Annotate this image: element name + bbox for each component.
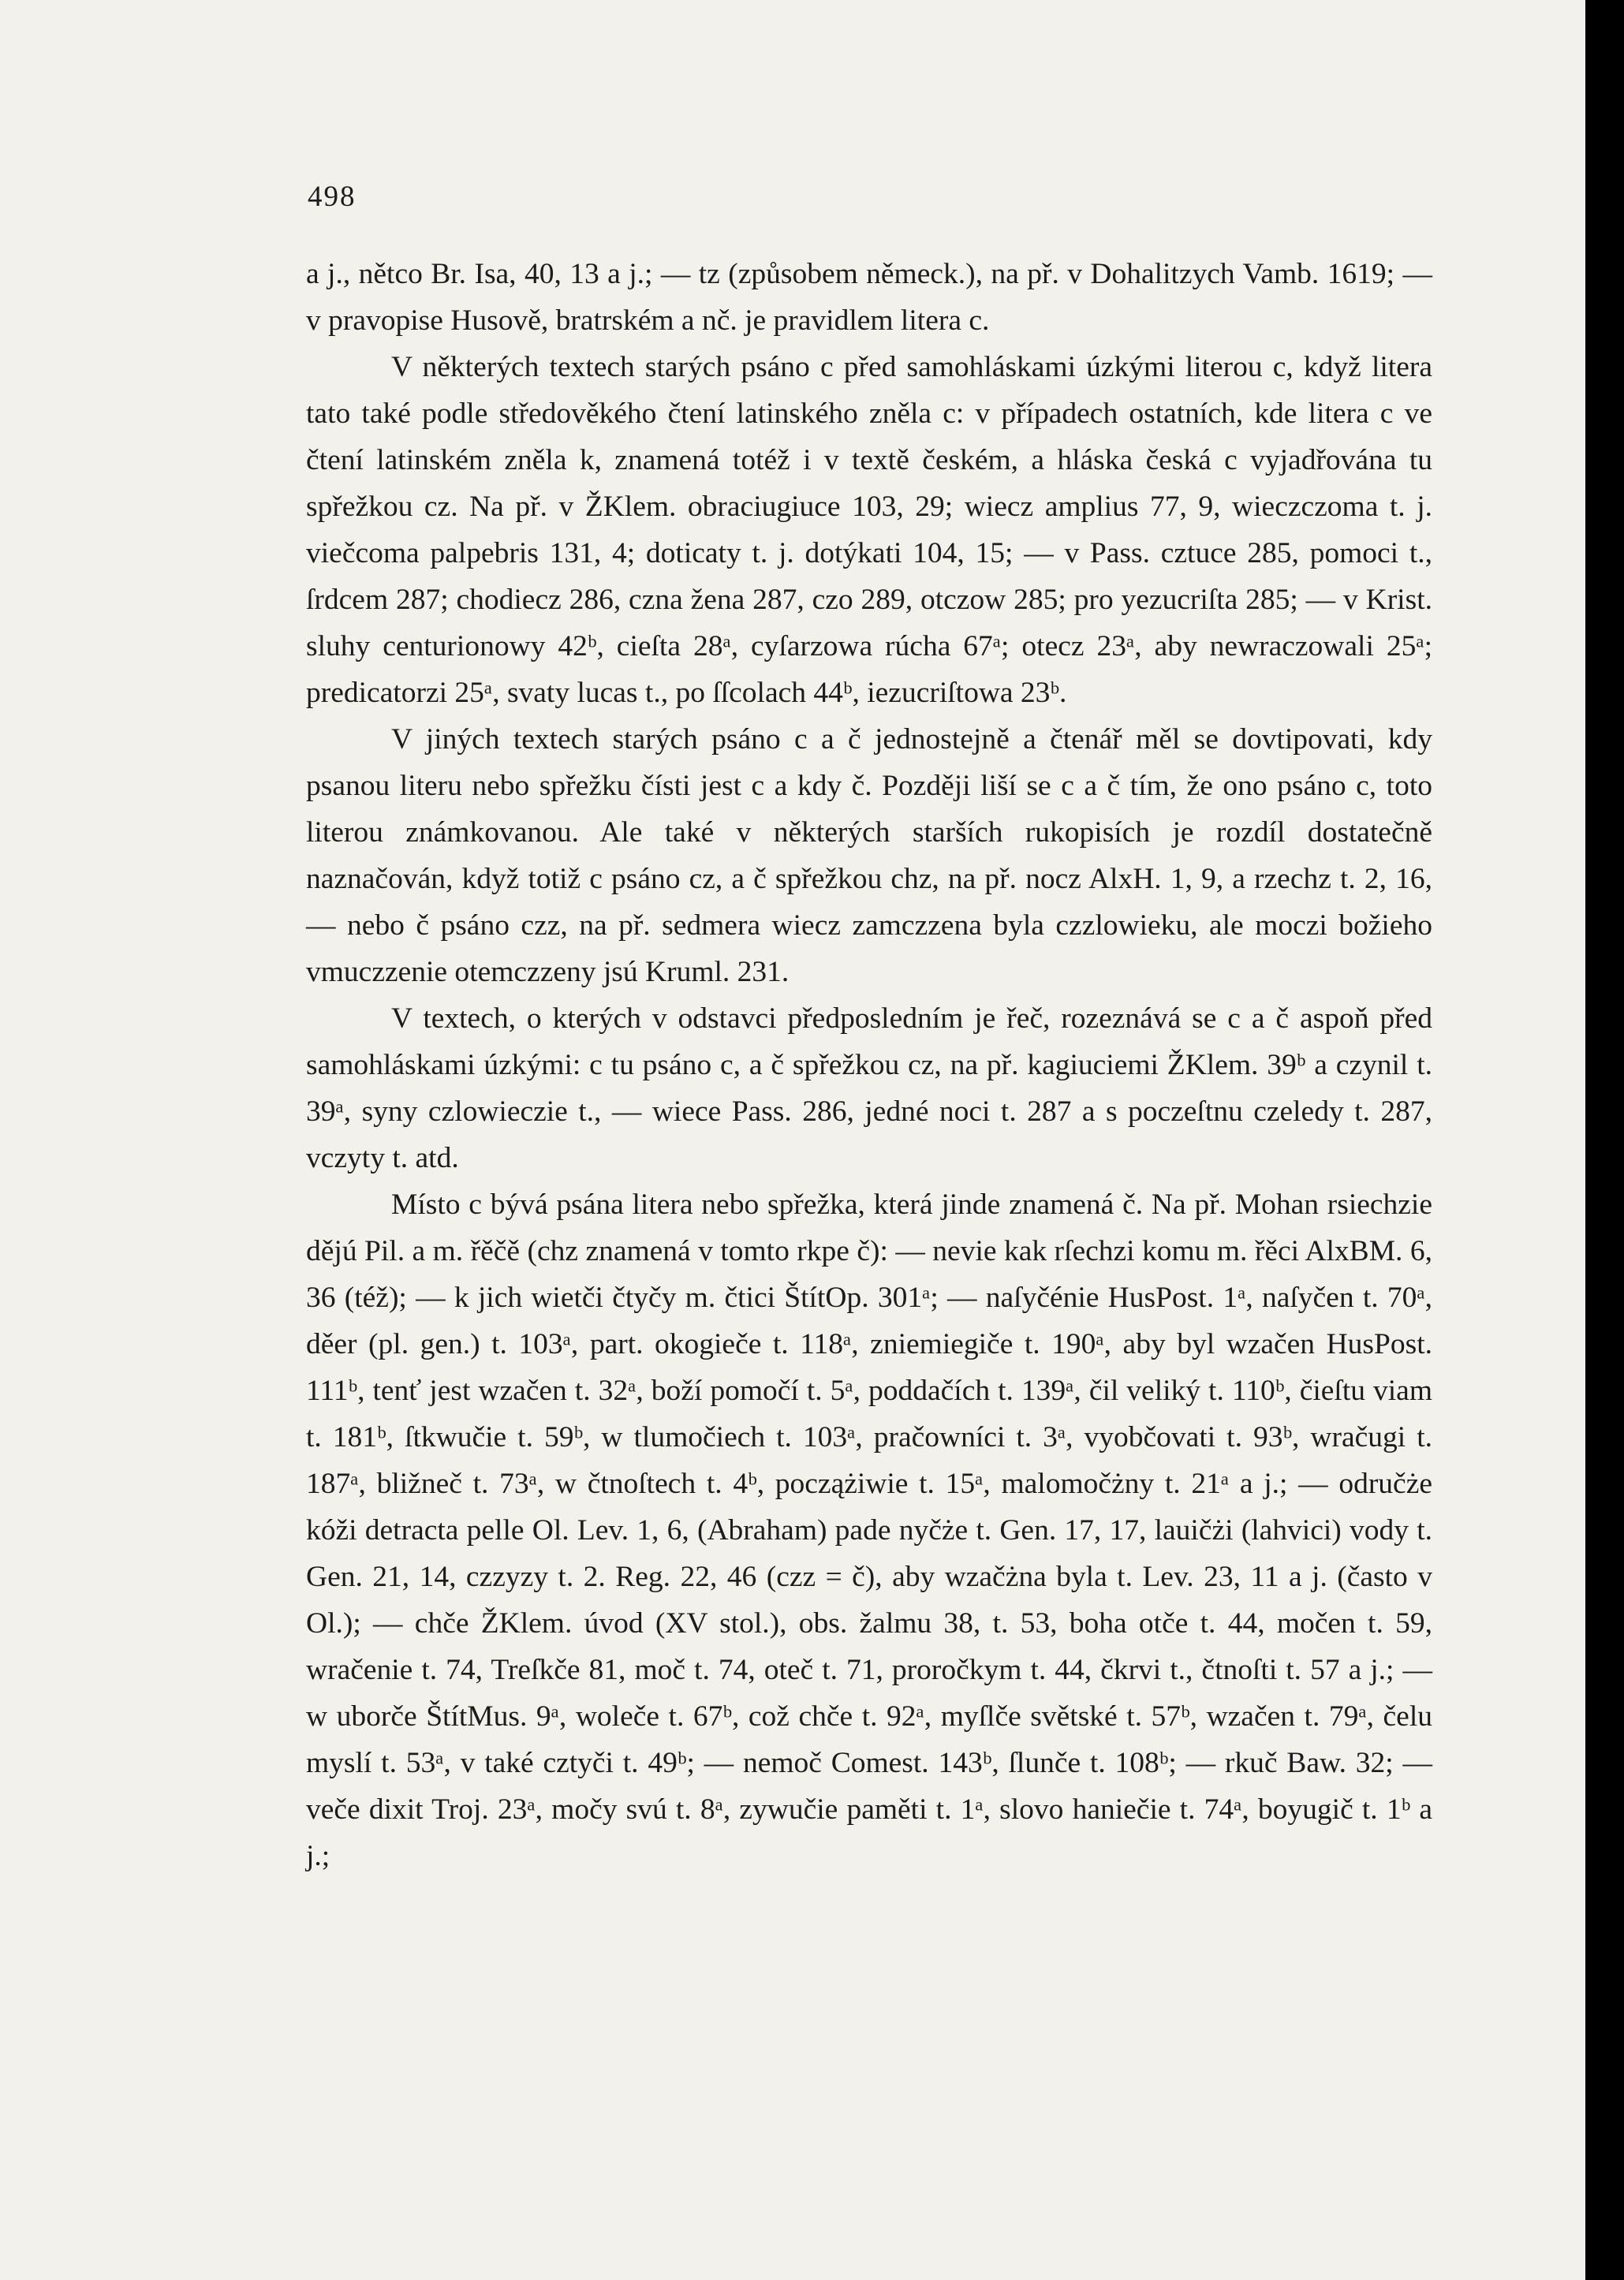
paragraph: Místo c bývá psána litera nebo spřežka, která jinde znamená č. Na př. Mohan rsiechzie dějú Pil. a m. řěčě (chz znamená v tomto rkpe č): — nevie kak rſechzi komu m. řěci AlxBM. 6, 36 (též); — k jich wietči čtyčy m. čtici ŠtítOp. 301ᵃ; — naſyčénie HusPost. 1ᵃ, naſyčen t. 70ᵃ, děer (pl. gen.) t. 103ᵃ, part. okogieče t. 118ᵃ, zniemiegiče t. 190ᵃ, aby byl wzačen HusPost. 111ᵇ, tenť jest wzačen t. 32ᵃ, boží pomočí t. 5ᵃ, poddačích t. 139ᵃ, čil veliký t. 110ᵇ, čieſtu viam t. 181ᵇ, ſtkwučie t. 59ᵇ, w tlumočiech t. 103ᵃ, pračowníci t. 3ᵃ, vyobčovati t. 93ᵇ, wračugi t. 187ᵃ, bližneč t. 73ᵃ, w čtnoſtech t. 4ᵇ, począżiwie t. 15ᵃ, malomočżny t. 21ᵃ a j.; — odručże kóži detracta pelle Ol. Lev. 1, 6, (Abraham) pade nyčże t. Gen. 17, 17, lauičżi (lahvici) vody t. Gen. 21, 14, czzyzy t. 2. Reg. 22, 46 (czz = č), aby wzačżna byla t. Lev. 23, 11 a j. (často v Ol.); — chče ŽKlem. úvod (XV stol.), obs. žalmu 38, t. 53, boha otče t. 44, močen t. 59, wračenie t. 74, Treſkče 81, moč t. 74, oteč t. 71, proročkym t. 44, čkrvi t., čtnoſti t. 57 a j.; — w uborče ŠtítMus. 9ᵃ, woleče t. 67ᵇ, což chče t. 92ᵃ, myſlče světské t. 57ᵇ, wzačen t. 79ᵃ, čelu myslí t. 53ᵃ, v také cztyči t. 49ᵇ; — nemoč Comest. 143ᵇ, ſlunče t. 108ᵇ; — rkuč Baw. 32; — veče dixit Troj. 23ᵃ, močy svú t. 8ᵃ, zywučie paměti t. 1ᵃ, slovo haniečie t. 74ᵃ, boyugič t. 1ᵇ a j.;: [306, 1189, 1432, 1872]
paragraph: a j., nětco Br. Isa, 40, 13 a j.; — tz (způsobem německ.), na př. v Dohalitzych Vamb. 1619; — v pravopise Husově, bratrském a nč. je pravidlem litera c.: [306, 258, 1432, 337]
paragraph: V textech, o kterých v odstavci předposledním je řeč, rozeznává se c a č aspoň před samohláskami úzkými: c tu psáno c, a č spřežkou cz, na př. kagiuciemi ŽKlem. 39ᵇ a czynil t. 39ᵃ, syny czlowieczie t., — wiece Pass. 286, jedné noci t. 287 a s poczeſtnu czeledy t. 287, vczyty t. atd.: [306, 1002, 1432, 1174]
paragraph: V některých textech starých psáno c před samohláskami úzkými literou c, když litera tato také podle středověkého čtení latinského zněla c: v případech ostatních, kde litera c ve čtení latinském zněla k, znamená totéž i v textě českém, a hláska česká c vyjadřována tu spřežkou cz. Na př. v ŽKlem. obraciugiuce 103, 29; wiecz amplius 77, 9, wieczczoma t. j. viečcoma palpebris 131, 4; doticaty t. j. dotýkati 104, 15; — v Pass. cztuce 285, pomoci t., ſrdcem 287; chodiecz 286, czna žena 287, czo 289, otczow 285; pro yezucriſta 285; — v Krist. sluhy centurionowy 42ᵇ, cieſta 28ᵃ, cyſarzowa rúcha 67ᵃ; otecz 23ᵃ, aby newraczowali 25ᵃ; predicatorzi 25ᵃ, svaty lucas t., po ſſcolach 44ᵇ, iezucriſtowa 23ᵇ.: [306, 351, 1432, 709]
paragraph: V jiných textech starých psáno c a č jednostejně a čtenář měl se dovtipovati, kdy psanou literu nebo spřežku čísti jest c a kdy č. Později liší se c a č tím, že ono psáno c, toto literou známkovanou. Ale také v některých starších rukopisích je rozdíl dostatečně naznačován, když totiž c psáno cz, a č spřežkou chz, na př. nocz AlxH. 1, 9, a rzechz t. 2, 16, — nebo č psáno czz, na př. sedmera wiecz zamczzena byla czzlowieku, ale moczi božieho vmuczzenie otemczzeny jsú Kruml. 231.: [306, 723, 1432, 988]
page-number: 498: [308, 181, 357, 213]
body-text: [306, 251, 1432, 1879]
